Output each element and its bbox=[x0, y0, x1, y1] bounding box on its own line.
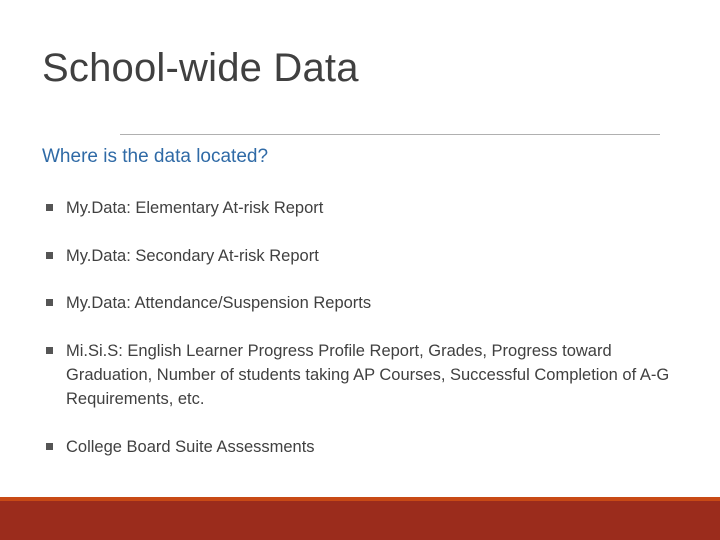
square-bullet-icon bbox=[46, 299, 53, 306]
square-bullet-icon bbox=[46, 443, 53, 450]
bullet-text: My.Data: Secondary At-risk Report bbox=[66, 247, 319, 265]
list-item bbox=[46, 435, 676, 459]
square-bullet-icon bbox=[46, 252, 53, 259]
list-item bbox=[46, 244, 676, 268]
bullet-text: College Board Suite Assessments bbox=[66, 438, 315, 456]
list-item bbox=[46, 196, 676, 220]
footer-accent-bar bbox=[0, 501, 720, 540]
list-item bbox=[46, 291, 676, 315]
square-bullet-icon bbox=[46, 204, 53, 211]
bullet-text: My.Data: Attendance/Suspension Reports bbox=[66, 294, 372, 312]
bullet-text: My.Data: Elementary At-risk Report bbox=[66, 199, 324, 217]
slide-title: School-wide Data bbox=[42, 46, 359, 90]
square-bullet-icon bbox=[46, 347, 53, 354]
list-item bbox=[46, 339, 676, 411]
bullet-text: Mi.Si.S: English Learner Progress Profile Report, Grades, Progress toward Graduation, Number of students taking AP Courses, Successful Completion of A-G Requirements, etc. bbox=[66, 342, 670, 408]
slide-subtitle: Where is the data located? bbox=[42, 146, 269, 167]
title-divider bbox=[120, 134, 660, 135]
